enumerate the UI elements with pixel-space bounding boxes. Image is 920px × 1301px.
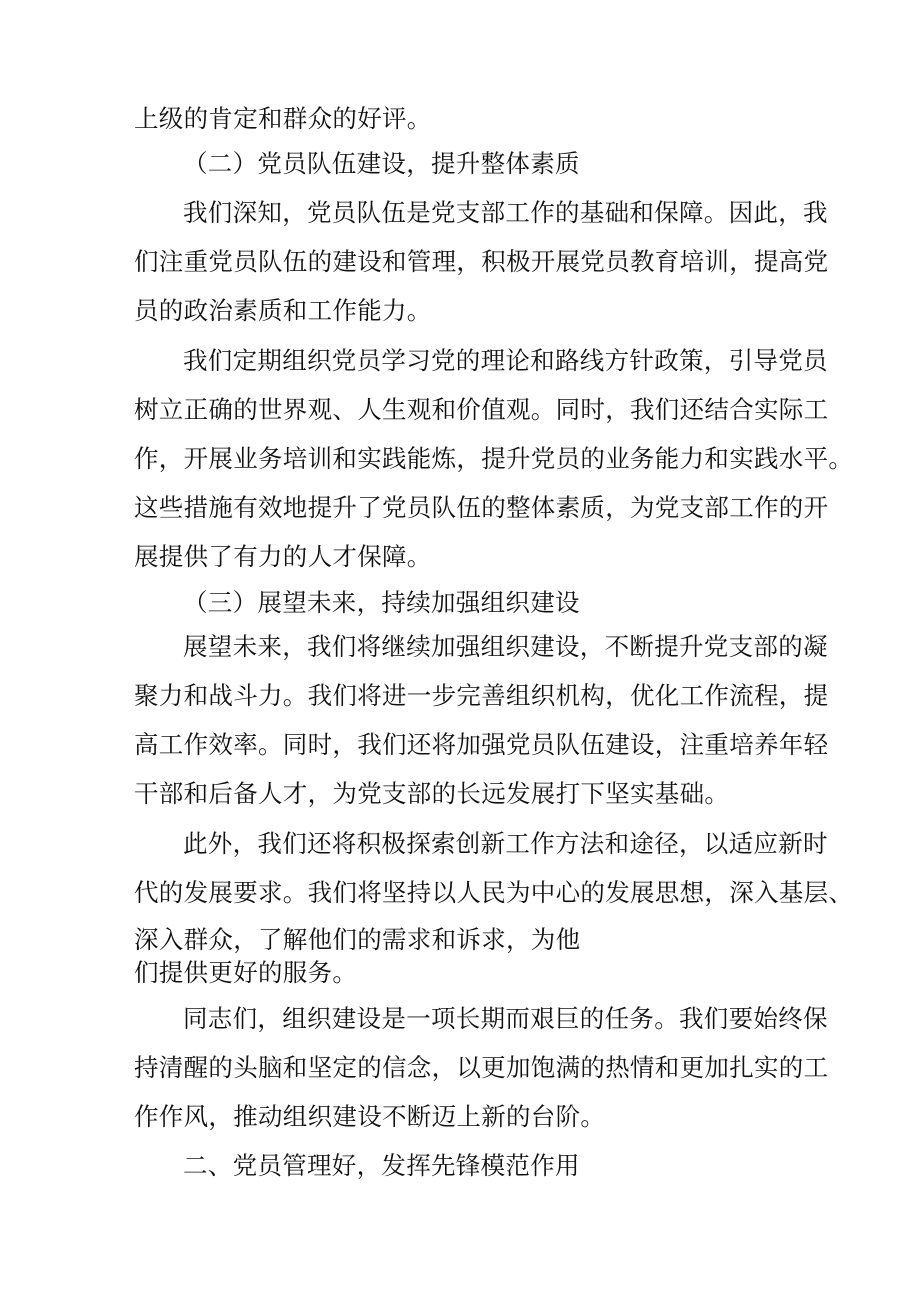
text-line: 深入群众，了解他们的需求和诉求，为他 (134, 925, 581, 954)
text-line: 同志们，组织建设是一项长期而艰巨的任务。我们要始终保 (183, 1004, 828, 1033)
text-line: 此外，我们还将积极探索创新工作方法和途径，以适应新时 (183, 829, 828, 858)
text-line: 作，开展业务培训和实践能炼，提升党员的业务能力和实践水平。 (134, 444, 854, 473)
section-heading: （三）展望未来，持续加强组织建设 (183, 588, 580, 617)
text-line: 代的发展要求。我们将坚持以人民为中心的发展思想，深入基层、 (134, 878, 854, 907)
text-line: 员的政治素质和工作能力。 (134, 296, 432, 325)
text-line: 高工作效率。同时，我们还将加强党员队伍建设，注重培养年轻 (134, 730, 829, 759)
text-line: 干部和后备人才，为党支部的长远发展打下坚实基础。 (134, 779, 730, 808)
section-heading: 二、党员管理好，发挥先锋模范作用 (183, 1151, 580, 1180)
text-line: 作作风，推动组织建设不断迈上新的台阶。 (134, 1102, 606, 1131)
text-line: 聚力和战斗力。我们将进一步完善组织机构，优化工作流程，提 (134, 681, 829, 710)
text-line: 树立正确的世界观、人生观和价值观。同时，我们还结合实际工 (134, 395, 829, 424)
text-line: 展提供了有力的人才保障。 (134, 542, 432, 571)
text-line: 展望未来，我们将继续加强组织建设，不断提升党支部的凝 (183, 632, 828, 661)
text-line: 这些措施有效地提升了党员队伍的整体素质，为党支部工作的开 (134, 493, 829, 522)
text-line: 我们深知，党员队伍是党支部工作的基础和保障。因此，我 (183, 198, 828, 227)
section-heading: （二）党员队伍建设，提升整体素质 (183, 149, 580, 178)
text-line: 们注重党员队伍的建设和管理，积极开展党员教育培训，提高党 (134, 247, 829, 276)
text-line: 持清醒的头脑和坚定的信念，以更加饱满的热情和更加扎实的工 (134, 1053, 829, 1082)
text-line: 我们定期组织党员学习党的理论和路线方针政策，引导党员 (183, 346, 828, 375)
text-line: 上级的肯定和群众的好评。 (134, 104, 432, 133)
text-line: 们提供更好的服务。 (134, 958, 358, 987)
